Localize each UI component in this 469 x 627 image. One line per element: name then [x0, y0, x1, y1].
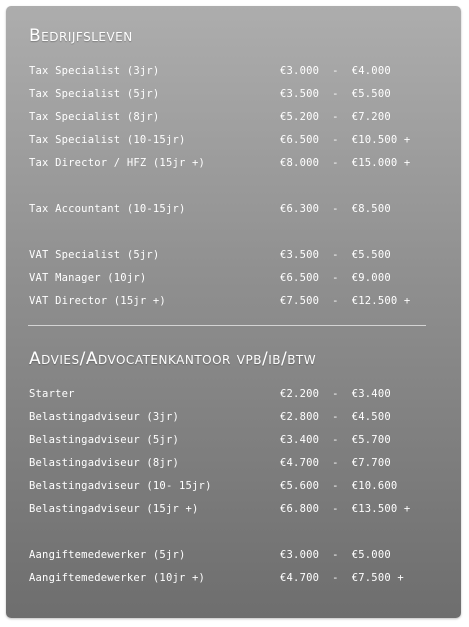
- row-label: Tax Accountant (10-15jr): [29, 203, 186, 215]
- row-range: €7.500 - €12.500 +: [280, 295, 411, 307]
- row-label: Belastingadviseur (5jr): [29, 434, 179, 446]
- row-range: €3.000 - €4.000: [280, 65, 391, 77]
- salary-row: [29, 388, 429, 404]
- row-label: VAT Director (15jr +): [29, 295, 166, 307]
- salary-row: [29, 249, 429, 265]
- row-range: €3.000 - €5.000: [280, 549, 391, 561]
- row-label: VAT Specialist (5jr): [29, 249, 160, 261]
- row-label: Belastingadviseur (15jr +): [29, 503, 199, 515]
- salary-row: [29, 88, 429, 104]
- row-range: €2.800 - €4.500: [280, 411, 391, 423]
- salary-row: [29, 434, 429, 450]
- row-range: €6.500 - €9.000: [280, 272, 391, 284]
- salary-row: [29, 111, 429, 127]
- row-label: Tax Specialist (5jr): [29, 88, 160, 100]
- salary-row: [29, 411, 429, 427]
- row-range: €3.500 - €5.500: [280, 88, 391, 100]
- row-range: €3.400 - €5.700: [280, 434, 391, 446]
- section-title-advies: Advies/Advocatenkantoor vpb/ib/btw: [29, 349, 317, 369]
- salary-row: [29, 134, 429, 150]
- row-label: Aangiftemedewerker (10jr +): [29, 572, 206, 584]
- salary-row: [29, 480, 429, 496]
- row-range: €3.500 - €5.500: [280, 249, 391, 261]
- salary-row: [29, 457, 429, 473]
- row-label: Tax Specialist (8jr): [29, 111, 160, 123]
- salary-row: [29, 503, 429, 519]
- salary-row: [29, 272, 429, 288]
- section-title-bedrijfsleven: Bedrijfsleven: [29, 26, 133, 46]
- row-label: Belastingadviseur (10- 15jr): [29, 480, 212, 492]
- row-range: €5.200 - €7.200: [280, 111, 391, 123]
- salary-row: [29, 65, 429, 81]
- row-label: Belastingadviseur (8jr): [29, 457, 179, 469]
- row-range: €6.800 - €13.500 +: [280, 503, 411, 515]
- row-range: €5.600 - €10.600: [280, 480, 398, 492]
- row-range: €8.000 - €15.000 +: [280, 157, 411, 169]
- row-range: €4.700 - €7.500 +: [280, 572, 404, 584]
- row-range: €6.300 - €8.500: [280, 203, 391, 215]
- section-divider: [28, 325, 426, 327]
- row-label: VAT Manager (10jr): [29, 272, 147, 284]
- row-label: Tax Specialist (10-15jr): [29, 134, 186, 146]
- salary-row: [29, 295, 429, 311]
- salary-row: [29, 549, 429, 565]
- salary-row: [29, 203, 429, 219]
- salary-row: [29, 572, 429, 588]
- row-label: Aangiftemedewerker (5jr): [29, 549, 186, 561]
- row-label: Tax Director / HFZ (15jr +): [29, 157, 206, 169]
- row-range: €4.700 - €7.700: [280, 457, 391, 469]
- row-range: €6.500 - €10.500 +: [280, 134, 411, 146]
- row-label: Belastingadviseur (3jr): [29, 411, 179, 423]
- row-label: Starter: [29, 388, 75, 400]
- row-range: €2.200 - €3.400: [280, 388, 391, 400]
- salary-row: [29, 157, 429, 173]
- row-label: Tax Specialist (3jr): [29, 65, 160, 77]
